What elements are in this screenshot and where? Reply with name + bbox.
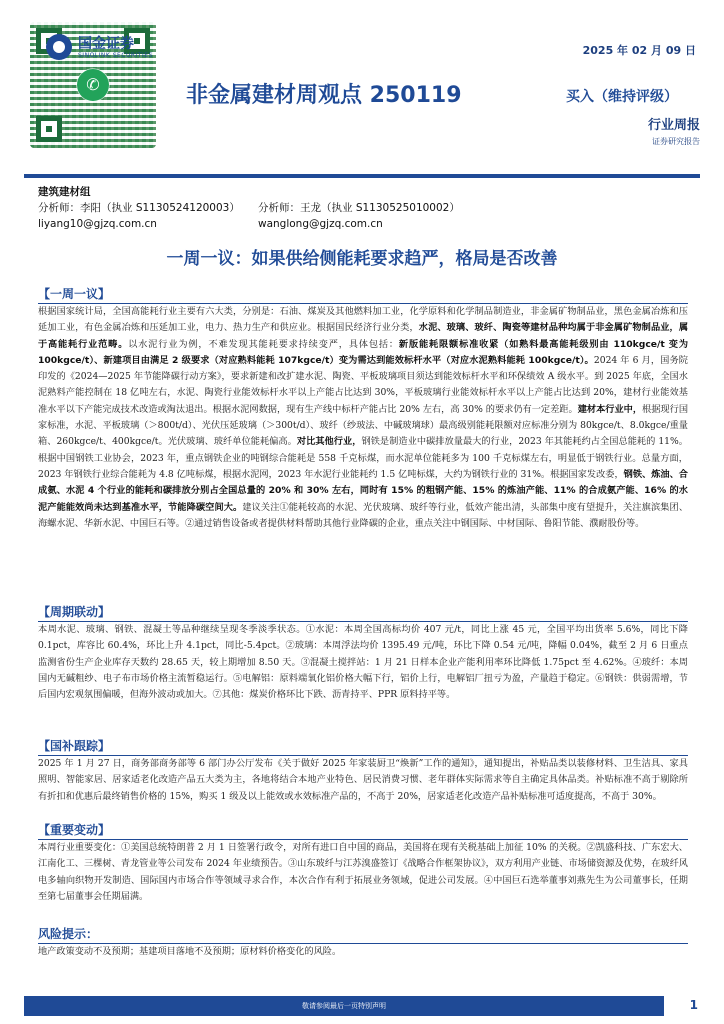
industry-group: 建筑建材组 xyxy=(38,186,91,198)
report-date: 2025 年 02 月 09 日 xyxy=(582,44,696,57)
report-category: 行业周报 xyxy=(647,118,700,133)
analyst-1: 分析师：李阳（执业 S1130524120003） xyxy=(38,202,240,214)
section-changes xyxy=(38,822,688,905)
logo-name-en: SINOLINK SECURITIES xyxy=(78,51,153,59)
footer-disclaimer: 敬请参阅最后一页特别声明 xyxy=(24,996,664,1016)
section-risk xyxy=(38,926,688,960)
report-title: 非金属建材周观点 250119 xyxy=(186,83,462,108)
rating-badge: 买入（维持评级） xyxy=(566,89,678,105)
section-weekly xyxy=(38,286,688,532)
logo-mark-icon xyxy=(46,34,72,60)
headline: 一周一议：如果供给侧能耗要求趋严，格局是否改善 xyxy=(166,249,558,269)
analyst-2-email[interactable]: wanglong@gjzq.com.cn xyxy=(258,218,383,230)
section-title: 【一周一议】 xyxy=(38,287,111,301)
header-divider xyxy=(24,174,700,178)
company-logo xyxy=(46,34,153,60)
section-body: 地产政策变动不及预期；基建项目落地不及预期；原材料价格变化的风险。 xyxy=(38,946,342,957)
section-body: 2025 年 1 月 27 日，商务部商务部等 6 部门办公厅发布《关于做好 2025 年家装厨卫“焕新”工作的通知》，通知提出，补贴品类以装修材料、卫生洁具、家具照明、智能家居、居家适老化改造产品五大类为主，各地将结合本地产业特色、居民消费习惯、老年群体实际需求等自主确定具体品类。补贴标准不高于剔除所有折扣和优惠后最终销售价格的 15%，购买 1 级及以上能效或水效标准产品的，不高于 20%，居家适老化改造产品补贴标准可适度提高，不高于 30%。 xyxy=(38,758,688,802)
section-body: 根据国家统计局，全国高能耗行业主要有六大类，分别是：石油、煤炭及其他燃料加工业，化学原料和化学制品制造业，非金属矿物制品业，黑色金属冶炼和压延加工业，有色金属冶炼和压延加工业，电力、热力生产和供应业。根据国民经济行业分类，水泥、玻璃、玻纤、陶瓷等建材品种均属于非金属矿物制品业，属于高能耗行业范畴。以水泥行业为例，不难发现其能耗要求持续变严，具体包括：新版能耗限额标准收紧（如熟料最高能耗级别由 110kgce/t 变为 100kgce/t）、新建项目由满足 2 级要求（对应熟料能耗 107kgce/t）变为需达到能效标杆水平（对应水泥熟料能耗 100kgce/t）。2024 年 6 月，国务院印发的《2024—2025 年节能降碳行动方案》，要求新建和改扩建水泥、陶瓷、平板玻璃项目须达到能效标杆水平和环保绩效 A 级水平。到 2025 年底，全国水泥熟料产能控制在 18 亿吨左右，水泥、陶瓷行业能效标杆水平以上产能占比达到 30%，平板玻璃行业能效标杆水平以上产能占比达到 20%，建材行业能效基准水平以下产能完成技术改造或淘汰退出。根据水泥网数据，现有生产线中标杆产能占比 20% 左右，高 30% 的要求仍有一定差距。建材本行业中，根据现行国家标准，水泥、平板玻璃（＞800t/d）、光伏压延玻璃（＞300t/d）、玻纤（纱玻法、中碱玻璃球）最高级别能耗限额对应标准分别为 80kgce/t、8.0kgce/重量箱、260kgce/t、400kgce/t。光伏玻璃、玻纤单位能耗偏高。对比其他行业，钢铁是制造业中碳排放量最大的行业，2023 年其能耗约占全国总能耗的 11%。根据中国钢铁工业协会，2023 年，重点钢铁企业的吨钢综合能耗是 558 千克标煤，而水泥单位能耗多为 100 千克标煤左右，明显低于钢铁行业。总量方面，2023 年钢铁行业综合能耗为 4.8 亿吨标煤，根据水泥网，2023 年水泥行业能耗约 1.5 亿吨标煤，大约为钢铁行业的 31%。根据国家发改委，钢铁、炼油、合成氨、水泥 4 个行业的能耗和碳排放分别占全国总量的 20% 和 30% 左右，同时有 15% 的粗钢产能、15% 的炼油产能、11% 的合成氨产能、16% 的水泥产能能效尚未达到基准水平，节能降碳空间大。建议关注①能耗较高的水泥、光伏玻璃、玻纤等行业，低效产能出清，头部集中度有望提升，关注旗滨集团、海螺水泥、华新水泥、中国巨石等。②通过销售设备或者提供材料帮助其他行业降碳的企业，重点关注中钢国际、中材国际、鲁阳节能、濮耐股份等。 xyxy=(38,306,689,529)
section-linkage xyxy=(38,604,688,703)
wechat-icon: ✆ xyxy=(77,69,109,101)
analyst-info xyxy=(38,184,460,232)
section-title: 风险提示： xyxy=(38,927,99,941)
analyst-1-email[interactable]: liyang10@gjzq.com.cn xyxy=(38,218,157,230)
section-title: 【重要变动】 xyxy=(38,823,111,837)
section-title: 【周期联动】 xyxy=(38,605,111,619)
section-body: 本周水泥、玻璃、钢铁、混凝土等品种继续呈现冬季淡季状态。①水泥：本周全国高标均价 407 元/t，同比上涨 45 元，全国平均出货率 5.6%，同比下降 0.1pct，库容比 60.4%，环比上升 4.1pct，同比-5.4pct。②玻璃：本周浮法均价 1395.49 元/吨，环比下降 0.54 元/吨，降幅 0.04%，截至 2 月 6 日重点监测省份生产企业库存天数约 28.65 天，较上期增加 8.50 天。③混凝土搅拌站：1 月 21 日样本企业产能利用率环比降低 1.75pct 至 4.62%。④玻纤：本周国内无碱粗纱、电子布市场价格主流暂稳运行。⑤电解铝：原料端氧化铝价格大幅下行，铝价上行，电解铝厂扭亏为盈，产量趋于稳定。⑥钢铁：供弱需增，节后国内宏观氛围偏暖，但海外波动或加大。⑦其他：煤炭价格环比下跌、沥青持平、PPR 原料持平等。 xyxy=(38,624,688,701)
section-title: 【国补跟踪】 xyxy=(38,739,111,753)
section-body: 本周行业重要变化：①美国总统特朗普 2 月 1 日签署行政令，对所有进口自中国的商品，美国将在现有关税基础上加征 10% 的关税。②凯盛科技、广东宏大、江南化工、三棵树、青龙管业等公司发布 2024 年业绩预告。③山东玻纤与江苏溴盛签订《战略合作框架协议》，双方利用产业链、市场储资源及优势，在玻纤风电多轴向织物开发制造、国际国内市场合作等领域寻求合作，本次合作有利于拓展业务领域，促进公司发展。④中国巨石选举董事刘燕先生为公司董事长，任期至第七届董事会任期届满。 xyxy=(38,842,688,902)
analyst-2: 分析师：王龙（执业 S1130525010002） xyxy=(258,202,460,214)
page-number: 1 xyxy=(689,998,698,1012)
qr-corner-marker xyxy=(36,116,62,142)
report-type: 证券研究报告 xyxy=(652,137,700,146)
logo-name-cn: 国金证券 xyxy=(78,35,134,52)
section-tracking xyxy=(38,738,688,805)
